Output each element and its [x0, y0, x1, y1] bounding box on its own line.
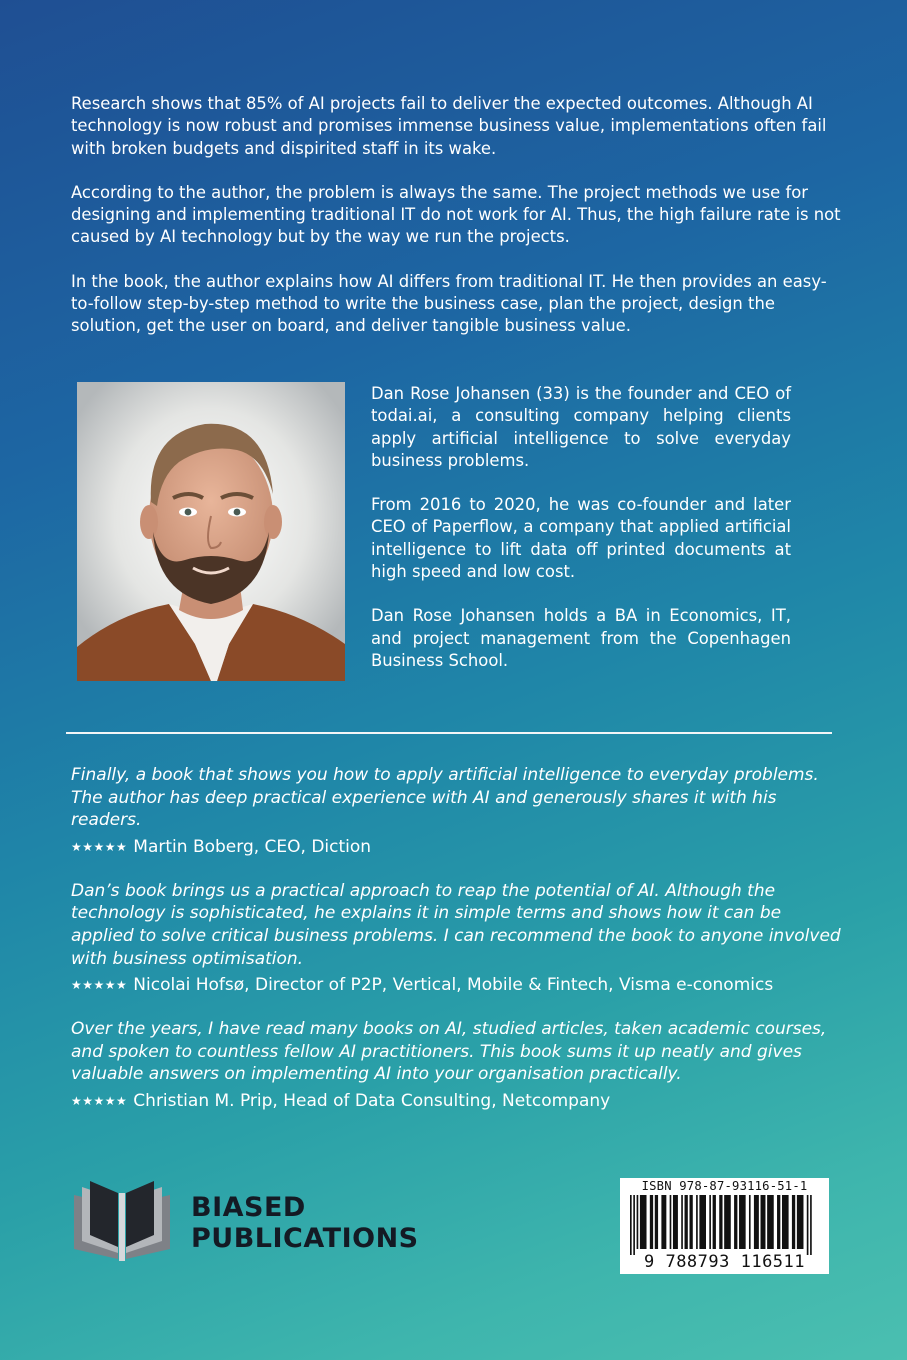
barcode-bar — [681, 1195, 683, 1249]
author-bio — [371, 383, 791, 694]
review-attribution-line — [71, 1090, 841, 1112]
bio-paragraph: Dan Rose Johansen (33) is the founder and CEO of todai.ai, a consulting company helping clients apply artificial intelligence to solve everyday business problems. — [371, 384, 791, 470]
barcode-bar — [655, 1195, 658, 1249]
reviewer-name: Martin Boberg, CEO, Diction — [133, 836, 372, 857]
barcode-bar — [734, 1195, 737, 1249]
blurb-paragraph: Research shows that 85% of AI projects fail to deliver the expected outcomes. Although AI technology is now robust and promises immense business value, implementations often fail with broken budgets and dispirited staff in its wake. — [71, 94, 827, 158]
review-attribution-line — [71, 974, 841, 996]
barcode-bar — [689, 1195, 692, 1249]
author-photo — [77, 382, 345, 681]
barcode-bar — [761, 1195, 766, 1249]
ean-digits: 9 788793 116511 — [643, 1252, 806, 1272]
barcode-bar — [754, 1195, 759, 1249]
barcode-bar — [685, 1195, 688, 1249]
review-quote: Over the years, I have read many books on AI, studied articles, taken academic courses, and spoken to countless fellow AI practitioners. This book sums it up neatly and gives valuable answers on implementing AI into your organisation practically. — [71, 1019, 827, 1085]
barcode-bar — [661, 1195, 666, 1249]
barcode-bar — [810, 1195, 812, 1255]
barcode-bar — [777, 1195, 780, 1249]
review — [71, 764, 841, 858]
review-quote: Finally, a book that shows you how to apply artificial intelligence to everyday problems. The author has deep practical experience with AI and generously shares it with his readers. — [71, 765, 819, 831]
barcode-bar — [713, 1195, 716, 1249]
barcode-bar — [792, 1195, 795, 1249]
barcode-bar — [696, 1195, 698, 1249]
review — [71, 1018, 841, 1112]
bio-paragraph: From 2016 to 2020, he was co-founder and later CEO of Paperflow, a company that applied artificial intelligence to lift data off printed documents at high speed and low cost. — [371, 495, 791, 582]
isbn-barcode — [620, 1178, 829, 1274]
reviewer-name: Christian M. Prip, Head of Data Consulting, Netcompany — [133, 1090, 611, 1111]
blurb-paragraph: In the book, the author explains how AI differs from traditional IT. He then provides an easy-to-follow step-by-step method to write the business case, plan the project, design the solution, get the user on board, and deliver tangible business value. — [71, 271, 827, 336]
section-divider — [66, 732, 832, 734]
review-attribution-line — [71, 836, 841, 858]
star-rating-icon: ★★★★★ — [71, 1093, 128, 1108]
barcode-bar — [630, 1195, 632, 1255]
publisher-name — [191, 1192, 419, 1254]
barcode-bar — [633, 1195, 635, 1255]
review — [71, 880, 841, 996]
publisher-name-line1: BIASED — [191, 1192, 306, 1223]
blurb-paragraph: According to the author, the problem is always the same. The project methods we use for designing and implementing traditional IT do not work for AI. Thus, the high failure rate is not caused by AI technology but by the way we run the projects. — [71, 182, 841, 247]
book-blurb — [71, 93, 841, 360]
barcode-bar — [749, 1195, 751, 1249]
star-rating-icon: ★★★★★ — [71, 839, 128, 854]
barcode-bar — [719, 1195, 722, 1249]
author-portrait-image — [77, 382, 345, 681]
barcode-bar — [709, 1195, 711, 1249]
barcode-bar — [637, 1195, 639, 1249]
review-quote: Dan’s book brings us a practical approach to reap the potential of AI. Although the technology is sophisticated, he explains it in simple terms and shows how it can be applied to solve critical business problems. I can recommend the book to anyone involved with business optimisation. — [71, 880, 841, 969]
barcode-bar — [640, 1195, 647, 1249]
reviewer-name: Nicolai Hofsø, Director of P2P, Vertical, Mobile & Fintech, Visma e-conomics — [133, 975, 774, 996]
barcode-bar — [673, 1195, 678, 1249]
barcode-bar — [670, 1195, 672, 1249]
bio-paragraph: Dan Rose Johansen holds a BA in Economics, IT, and project management from the Copenhagen Business School. — [371, 606, 791, 670]
barcode-bar — [767, 1195, 774, 1249]
barcode-bars — [626, 1195, 824, 1255]
barcode-bar — [797, 1195, 804, 1249]
publisher-logo — [70, 1181, 430, 1265]
barcode-bar — [699, 1195, 706, 1249]
barcode-bar — [782, 1195, 789, 1249]
barcode-bar — [739, 1195, 746, 1249]
barcode-bar — [650, 1195, 653, 1249]
open-book-icon — [70, 1181, 174, 1265]
barcode-bar — [724, 1195, 731, 1249]
star-rating-icon: ★★★★★ — [71, 978, 128, 993]
barcode-bar — [807, 1195, 809, 1255]
isbn-number: ISBN 978-87-93116-51-1 — [641, 1179, 808, 1193]
publisher-name-line2: PUBLICATIONS — [191, 1223, 419, 1254]
reviews-section — [71, 764, 841, 1134]
